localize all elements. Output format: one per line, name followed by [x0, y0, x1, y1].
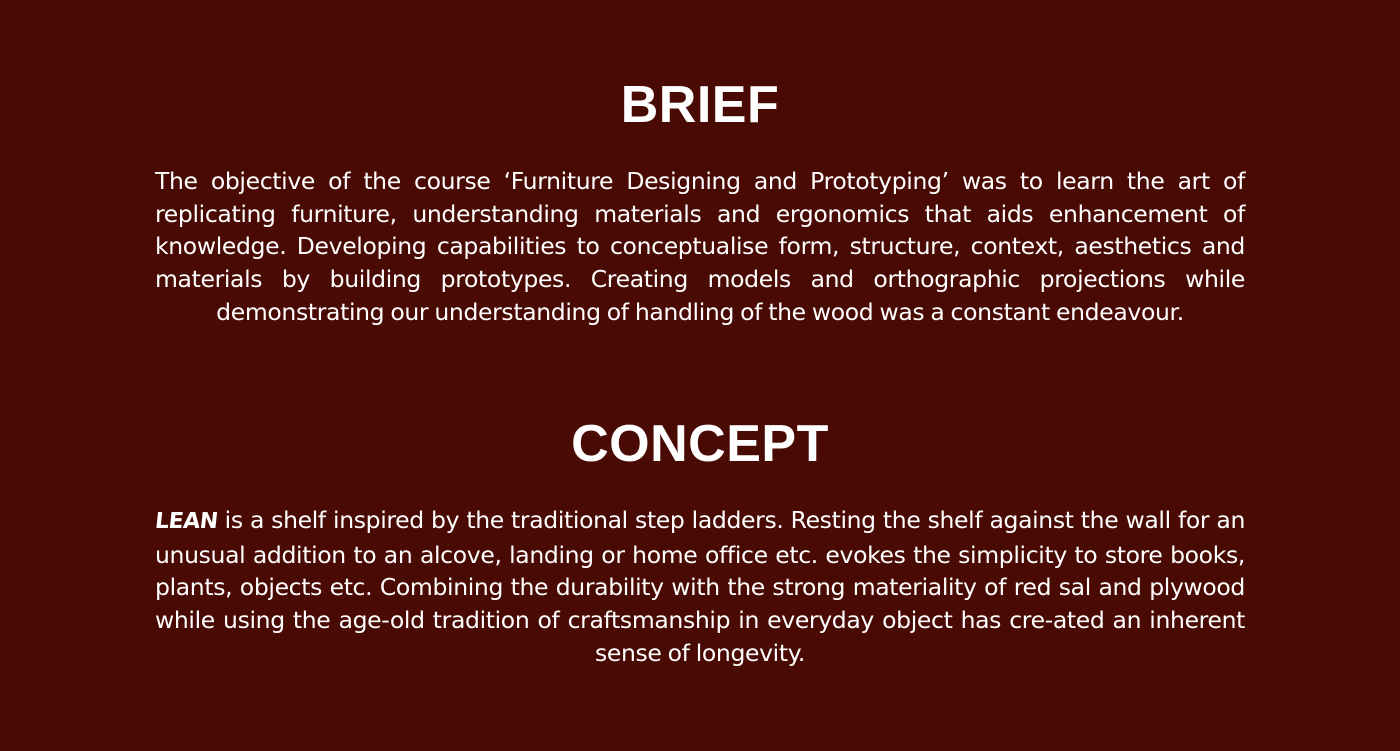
lean-logo-text: LEAN: [153, 509, 219, 534]
concept-paragraph-text: is a shelf inspired by the traditional step ladders. Resting the shelf against the wall for an unusual addition to an alcove, landing or home office etc. evokes the simplicity to store books, plants, objects etc. Combining the durability with the strong materiality of red sal and plywood while using the age-old tradition of craftsmanship in everyday object has cre-ated an inherent sense of longevity.: [155, 506, 1245, 667]
brief-heading: BRIEF: [620, 76, 780, 134]
concept-paragraph: [155, 504, 1245, 670]
concept-heading: CONCEPT: [571, 415, 829, 473]
brief-paragraph: The objective of the course ‘Furniture Designing and Prototyping’ was to learn the art of replicating furniture, understanding materials and ergonomics that aids enhancement of knowledge. Developing capabilities to conceptualise form, structure, context, aesthetics and materials by building prototypes. Creating models and orthographic projections while demonstrating our understanding of handling of the wood was a constant endeavour.: [155, 167, 1245, 326]
